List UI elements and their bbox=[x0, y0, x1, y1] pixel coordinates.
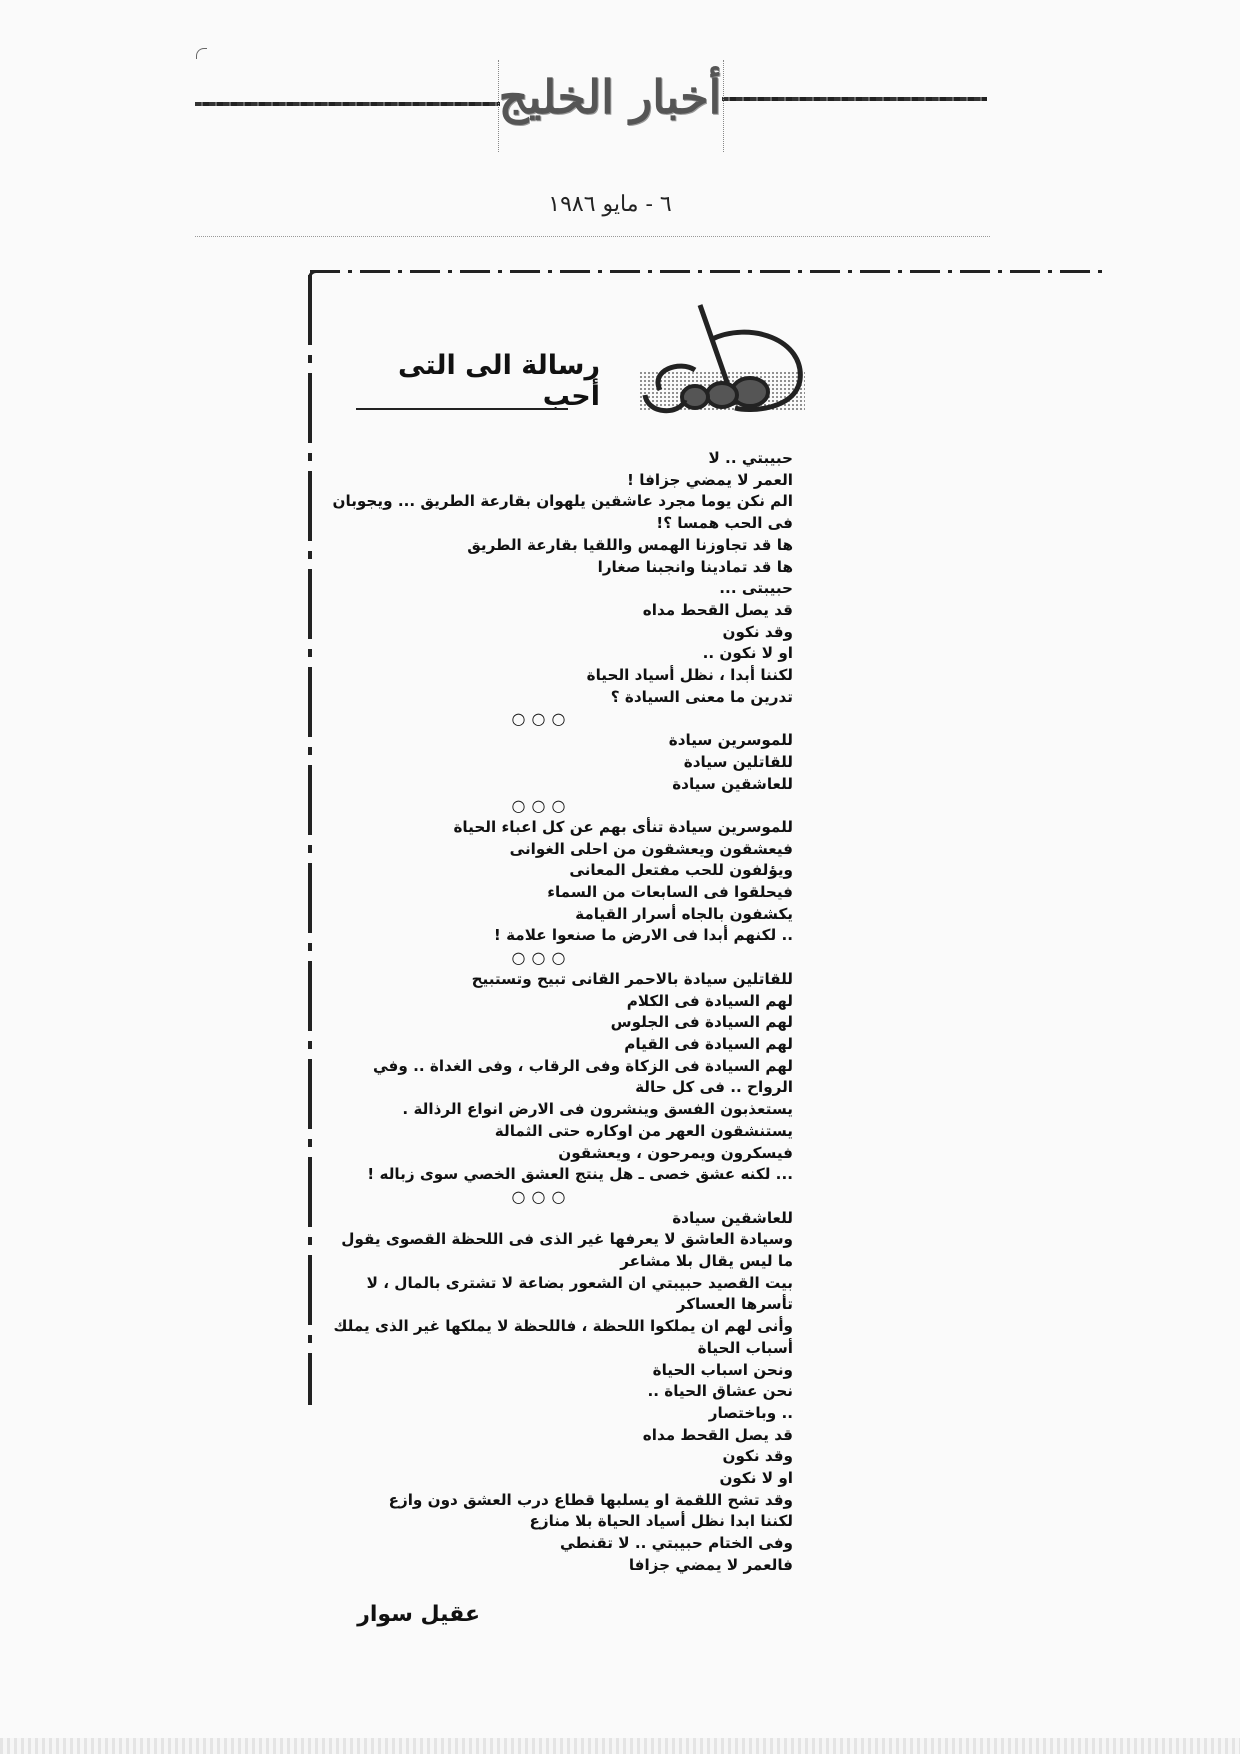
column-title: رسالة الى التى أحب bbox=[398, 350, 600, 412]
poem-line: حبيبتى ... bbox=[719, 579, 793, 598]
stanza-separator: ○○○ bbox=[511, 796, 572, 816]
poem-line: وقد نكون bbox=[722, 1447, 793, 1466]
poem-line: وسيادة العاشق لا يعرفها غير الذى فى اللحظة القصوى يقول ما ليس يقال بلا مشاعر bbox=[341, 1230, 793, 1271]
poem-line: لهم السيادة فى الكلام bbox=[626, 991, 793, 1010]
poem-line: حبيبتي .. لا bbox=[708, 449, 793, 467]
poem-line: لكننا ابدا نظل أسياد الحياة بلا منازع bbox=[529, 1512, 793, 1531]
masthead-rule-right bbox=[722, 97, 987, 101]
poem-line: العمر لا يمضي جزافا ! bbox=[627, 470, 793, 489]
poem-line: او لا نكون bbox=[719, 1469, 793, 1488]
poem-line: يكشفون بالجاه أسرار القيامة bbox=[575, 904, 793, 923]
poem-line: لهم السيادة فى الزكاة وفى الرقاب ، وفى الغداة .. وفي الرواح .. فى كل حالة bbox=[373, 1056, 793, 1097]
poem-line: وقد تشح اللقمة او يسلبها قطاع درب العشق دون وازع bbox=[388, 1490, 793, 1509]
poem-line: لهم السيادة فى القيام bbox=[624, 1034, 793, 1053]
poem-line: للقاتلين سيادة بالاحمر القانى تبيح وتستبيح bbox=[471, 969, 793, 988]
poem-line: قد يصل القحط مداه bbox=[642, 1425, 793, 1444]
poem-line: فيسكرون ويمرحون ، ويعشقون bbox=[558, 1143, 793, 1162]
scan-corner-mark bbox=[196, 48, 207, 59]
poem-line: نحن عشاق الحياة .. bbox=[647, 1382, 793, 1401]
poem-line: يستنشقون العهر من اوكاره حتى الثمالة bbox=[494, 1121, 793, 1140]
poem-line: تدرين ما معنى السيادة ؟ bbox=[610, 687, 793, 706]
poem-line: فالعمر لا يمضي جزافا bbox=[628, 1555, 793, 1574]
poem-line: وفى الختام حبيبتي .. لا تقنطي bbox=[559, 1534, 793, 1553]
poem-line: للعاشقين سيادة bbox=[672, 774, 793, 793]
title-underline bbox=[356, 408, 568, 410]
column-frame-top bbox=[310, 270, 1110, 273]
column-frame-left bbox=[308, 275, 312, 1405]
poem-line: لكننا أبدا ، نظل أسياد الحياة bbox=[586, 666, 793, 685]
poem-line: وأنى لهم ان يملكوا اللحظة ، فاللحظة لا يملكها غير الذى يملك أسباب الحياة bbox=[333, 1317, 793, 1357]
poem-line: او لا نكون .. bbox=[702, 644, 793, 663]
poem-line: .. وباختصار bbox=[708, 1403, 793, 1422]
author-name: عقيل سوار bbox=[357, 1602, 480, 1627]
publication-date: ٦ - مايو ١٩٨٦ bbox=[548, 192, 672, 217]
poem-line: للموسرين سيادة تنأى بهم عن كل اعباء الحياة bbox=[453, 817, 793, 836]
stanza-separator: ○○○ bbox=[511, 709, 572, 729]
poem-line: بيت القصيد حبيبتي ان الشعور بضاعة لا تشترى بالمال ، لا تأسرها العساكر bbox=[366, 1273, 793, 1314]
masthead-rule-left bbox=[195, 102, 500, 106]
poem-line: ها قد تمادينا وانجبنا صغارا bbox=[597, 557, 793, 576]
poem-line: الم نكن يوما مجرد عاشقين يلهوان بقارعة الطريق ... ويجوبان فى الحب همسا ؟! bbox=[332, 492, 793, 533]
date-divider bbox=[195, 236, 990, 237]
stanza-separator: ○○○ bbox=[511, 948, 572, 968]
section-logo-hams bbox=[640, 300, 810, 420]
poem-line: .. لكنهم أبدا فى الارض ما صنعوا علامة ! bbox=[493, 926, 793, 945]
scan-bottom-edge bbox=[0, 1738, 1240, 1754]
poem-line: للموسرين سيادة bbox=[668, 731, 793, 750]
poem-body bbox=[330, 448, 793, 1577]
newspaper-masthead: أخبار الخليج bbox=[498, 70, 722, 124]
poem-line: ويؤلفون للحب مفتعل المعانى bbox=[569, 861, 793, 880]
poem-line: وقد نكون bbox=[722, 622, 793, 641]
poem-line: فيحلقوا فى السابعات من السماء bbox=[547, 883, 793, 902]
poem-line: ... لكنه عشق خصى ـ هل ينتج العشق الخصي سوى زباله ! bbox=[367, 1165, 793, 1184]
hams-calligraphy-icon bbox=[640, 300, 810, 420]
poem-line: ونحن اسباب الحياة bbox=[652, 1360, 793, 1379]
poem-line: لهم السيادة فى الجلوس bbox=[610, 1013, 793, 1032]
stanza-separator: ○○○ bbox=[511, 1186, 572, 1206]
poem-line: قد يصل القحط مداه bbox=[642, 600, 793, 619]
poem-line: فيعشقون ويعشقون من احلى الغوانى bbox=[509, 839, 793, 858]
poem-line: يستعذبون الفسق وينشرون فى الارض انواع الرذالة . bbox=[402, 1100, 793, 1119]
poem-line: للعاشقين سيادة bbox=[672, 1208, 793, 1227]
poem-line: للقاتلين سيادة bbox=[683, 752, 793, 771]
poem-line: ها قد تجاوزنا الهمس واللقيا بقارعة الطريق bbox=[467, 535, 793, 554]
